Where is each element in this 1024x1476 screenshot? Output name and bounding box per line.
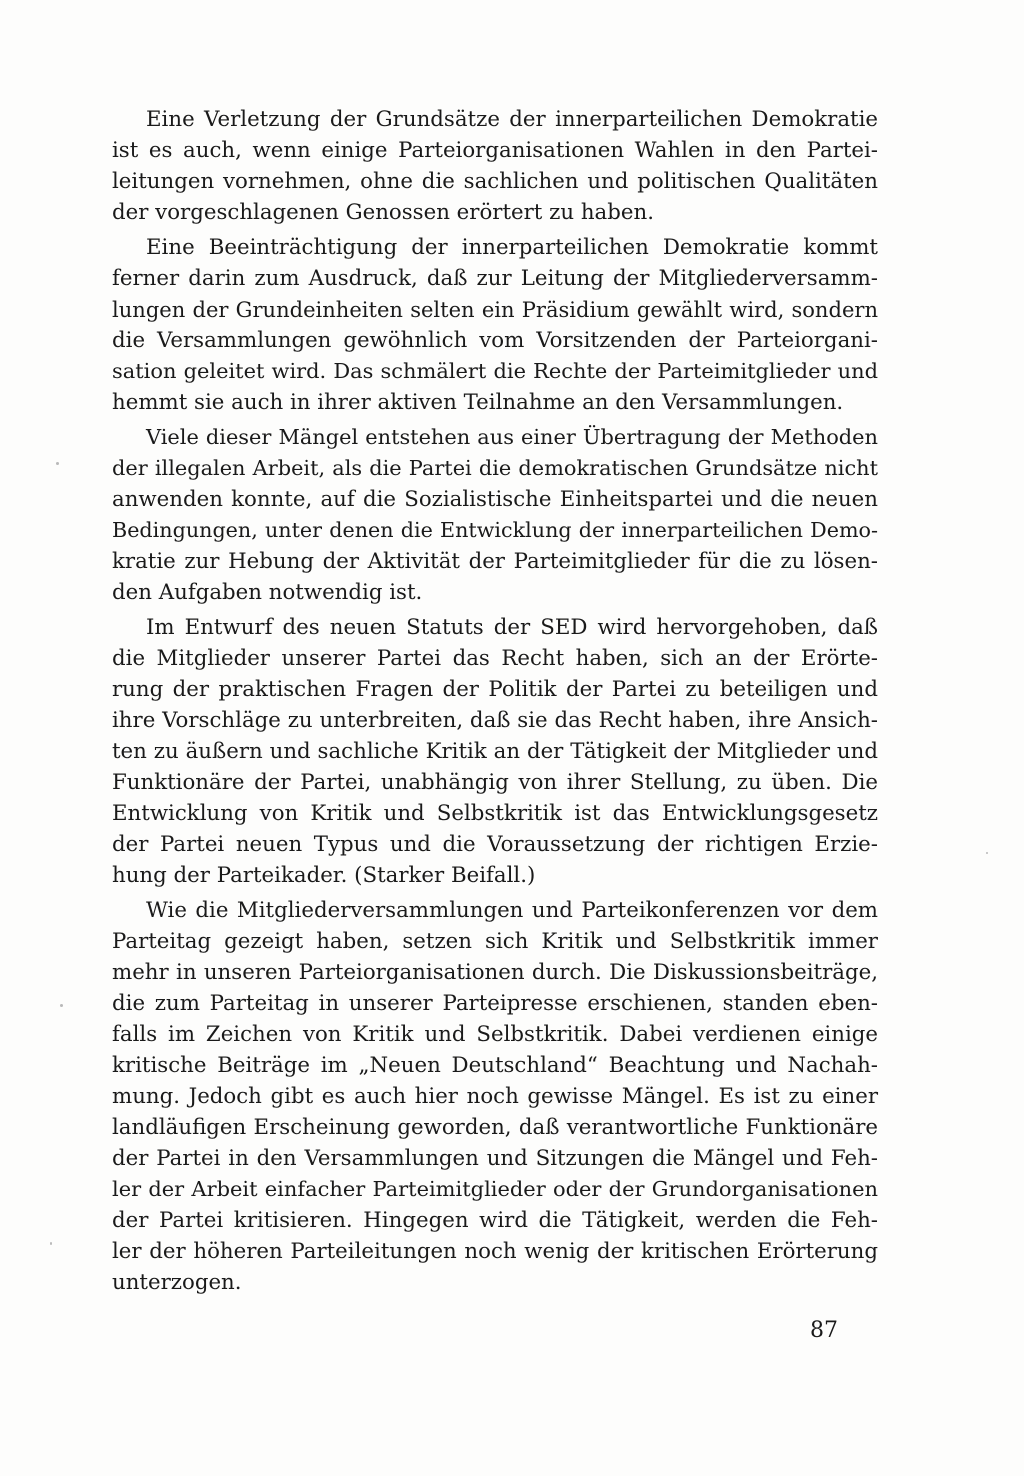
text-line: hung der Parteikader. (Starker Beifall.): [112, 863, 536, 888]
text-line: Eine Verletzung der Grundsätze der innerparteilichen Demokratie: [146, 107, 878, 132]
text-line: den Aufgaben notwendig ist.: [112, 580, 423, 605]
text-line: der Partei in den Versammlungen und Sitzungen die Mängel und Feh-: [112, 1146, 878, 1171]
text-line: der Partei kritisieren. Hingegen wird die Tätigkeit, werden die Feh-: [112, 1208, 878, 1233]
text-line: falls im Zeichen von Kritik und Selbstkritik. Dabei verdienen einige: [112, 1022, 878, 1047]
text-line: die Versammlungen gewöhnlich vom Vorsitzenden der Parteiorgani-: [112, 328, 878, 353]
text-line: die Mitglieder unserer Partei das Recht haben, sich an der Erörte-: [112, 646, 878, 671]
text-line: ist es auch, wenn einige Parteiorganisationen Wahlen in den Partei-: [112, 138, 878, 163]
text-line: ferner darin zum Ausdruck, daß zur Leitung der Mitgliederversamm-: [112, 266, 878, 291]
paragraph: [112, 612, 878, 891]
text-line: mung. Jedoch gibt es auch hier noch gewisse Mängel. Es ist zu einer: [112, 1084, 878, 1109]
paragraph: [112, 104, 878, 228]
text-line: hemmt sie auch in ihrer aktiven Teilnahme an den Versammlungen.: [112, 390, 844, 415]
page-number: 87: [810, 1318, 838, 1343]
text-line: ler der höheren Parteileitungen noch wenig der kritischen Erörterung: [112, 1239, 878, 1264]
paragraph: [112, 422, 878, 608]
text-line: sation geleitet wird. Das schmälert die Rechte der Parteimitglieder und: [112, 359, 878, 383]
text-line: anwenden konnte, auf die Sozialistische Einheitspartei und die neuen: [112, 487, 878, 512]
text-line: leitungen vornehmen, ohne die sachlichen und politischen Qualitäten: [112, 169, 878, 194]
text-line: Bedingungen, unter denen die Entwicklung der innerparteilichen Demo-: [112, 518, 878, 542]
text-line: kratie zur Hebung der Aktivität der Parteimitglieder für die zu lösen-: [112, 549, 878, 574]
text-line: der illegalen Arbeit, als die Partei die demokratischen Grundsätze nicht: [112, 456, 878, 480]
text-line: der Partei neuen Typus und die Voraussetzung der richtigen Erzie-: [112, 832, 878, 857]
text-line: unterzogen.: [112, 1270, 242, 1295]
text-line: Viele dieser Mängel entstehen aus einer Übertragung der Methoden: [146, 425, 878, 449]
body-text: [112, 104, 878, 1302]
text-line: lungen der Grundeinheiten selten ein Präsidium gewählt wird, sondern: [112, 297, 878, 322]
text-line: kritische Beiträge im „Neuen Deutschland“ Beachtung und Nachah-: [112, 1053, 878, 1078]
text-line: Funktionäre der Partei, unabhängig von ihrer Stellung, zu üben. Die: [112, 770, 878, 795]
text-line: rung der praktischen Fragen der Politik der Partei zu beteiligen und: [112, 677, 878, 702]
text-line: der vorgeschlagenen Genossen erörtert zu haben.: [112, 200, 654, 225]
text-line: Im Entwurf des neuen Statuts der SED wird hervorgehoben, daß: [146, 615, 878, 640]
text-line: landläufigen Erscheinung geworden, daß verantwortliche Funktionäre: [112, 1115, 878, 1140]
text-line: Wie die Mitgliederversammlungen und Parteikonferenzen vor dem: [146, 898, 878, 923]
text-line: mehr in unseren Parteiorganisationen durch. Die Diskussionsbeiträge,: [112, 960, 878, 985]
paragraph: [112, 232, 878, 418]
text-line: Parteitag gezeigt haben, setzen sich Kritik und Selbstkritik immer: [112, 929, 878, 954]
text-line: Entwicklung von Kritik und Selbstkritik ist das Entwicklungsgesetz: [112, 801, 878, 826]
text-line: ten zu äußern und sachliche Kritik an der Tätigkeit der Mitglieder und: [112, 739, 878, 764]
text-line: ihre Vorschläge zu unterbreiten, daß sie das Recht haben, ihre Ansich-: [112, 708, 878, 733]
paragraph: [112, 895, 878, 1298]
text-line: ler der Arbeit einfacher Parteimitglieder oder der Grundorganisationen: [112, 1177, 878, 1201]
text-line: Eine Beeinträchtigung der innerparteilichen Demokratie kommt: [146, 235, 878, 260]
text-line: die zum Parteitag in unserer Parteipresse erschienen, standen eben-: [112, 991, 878, 1016]
